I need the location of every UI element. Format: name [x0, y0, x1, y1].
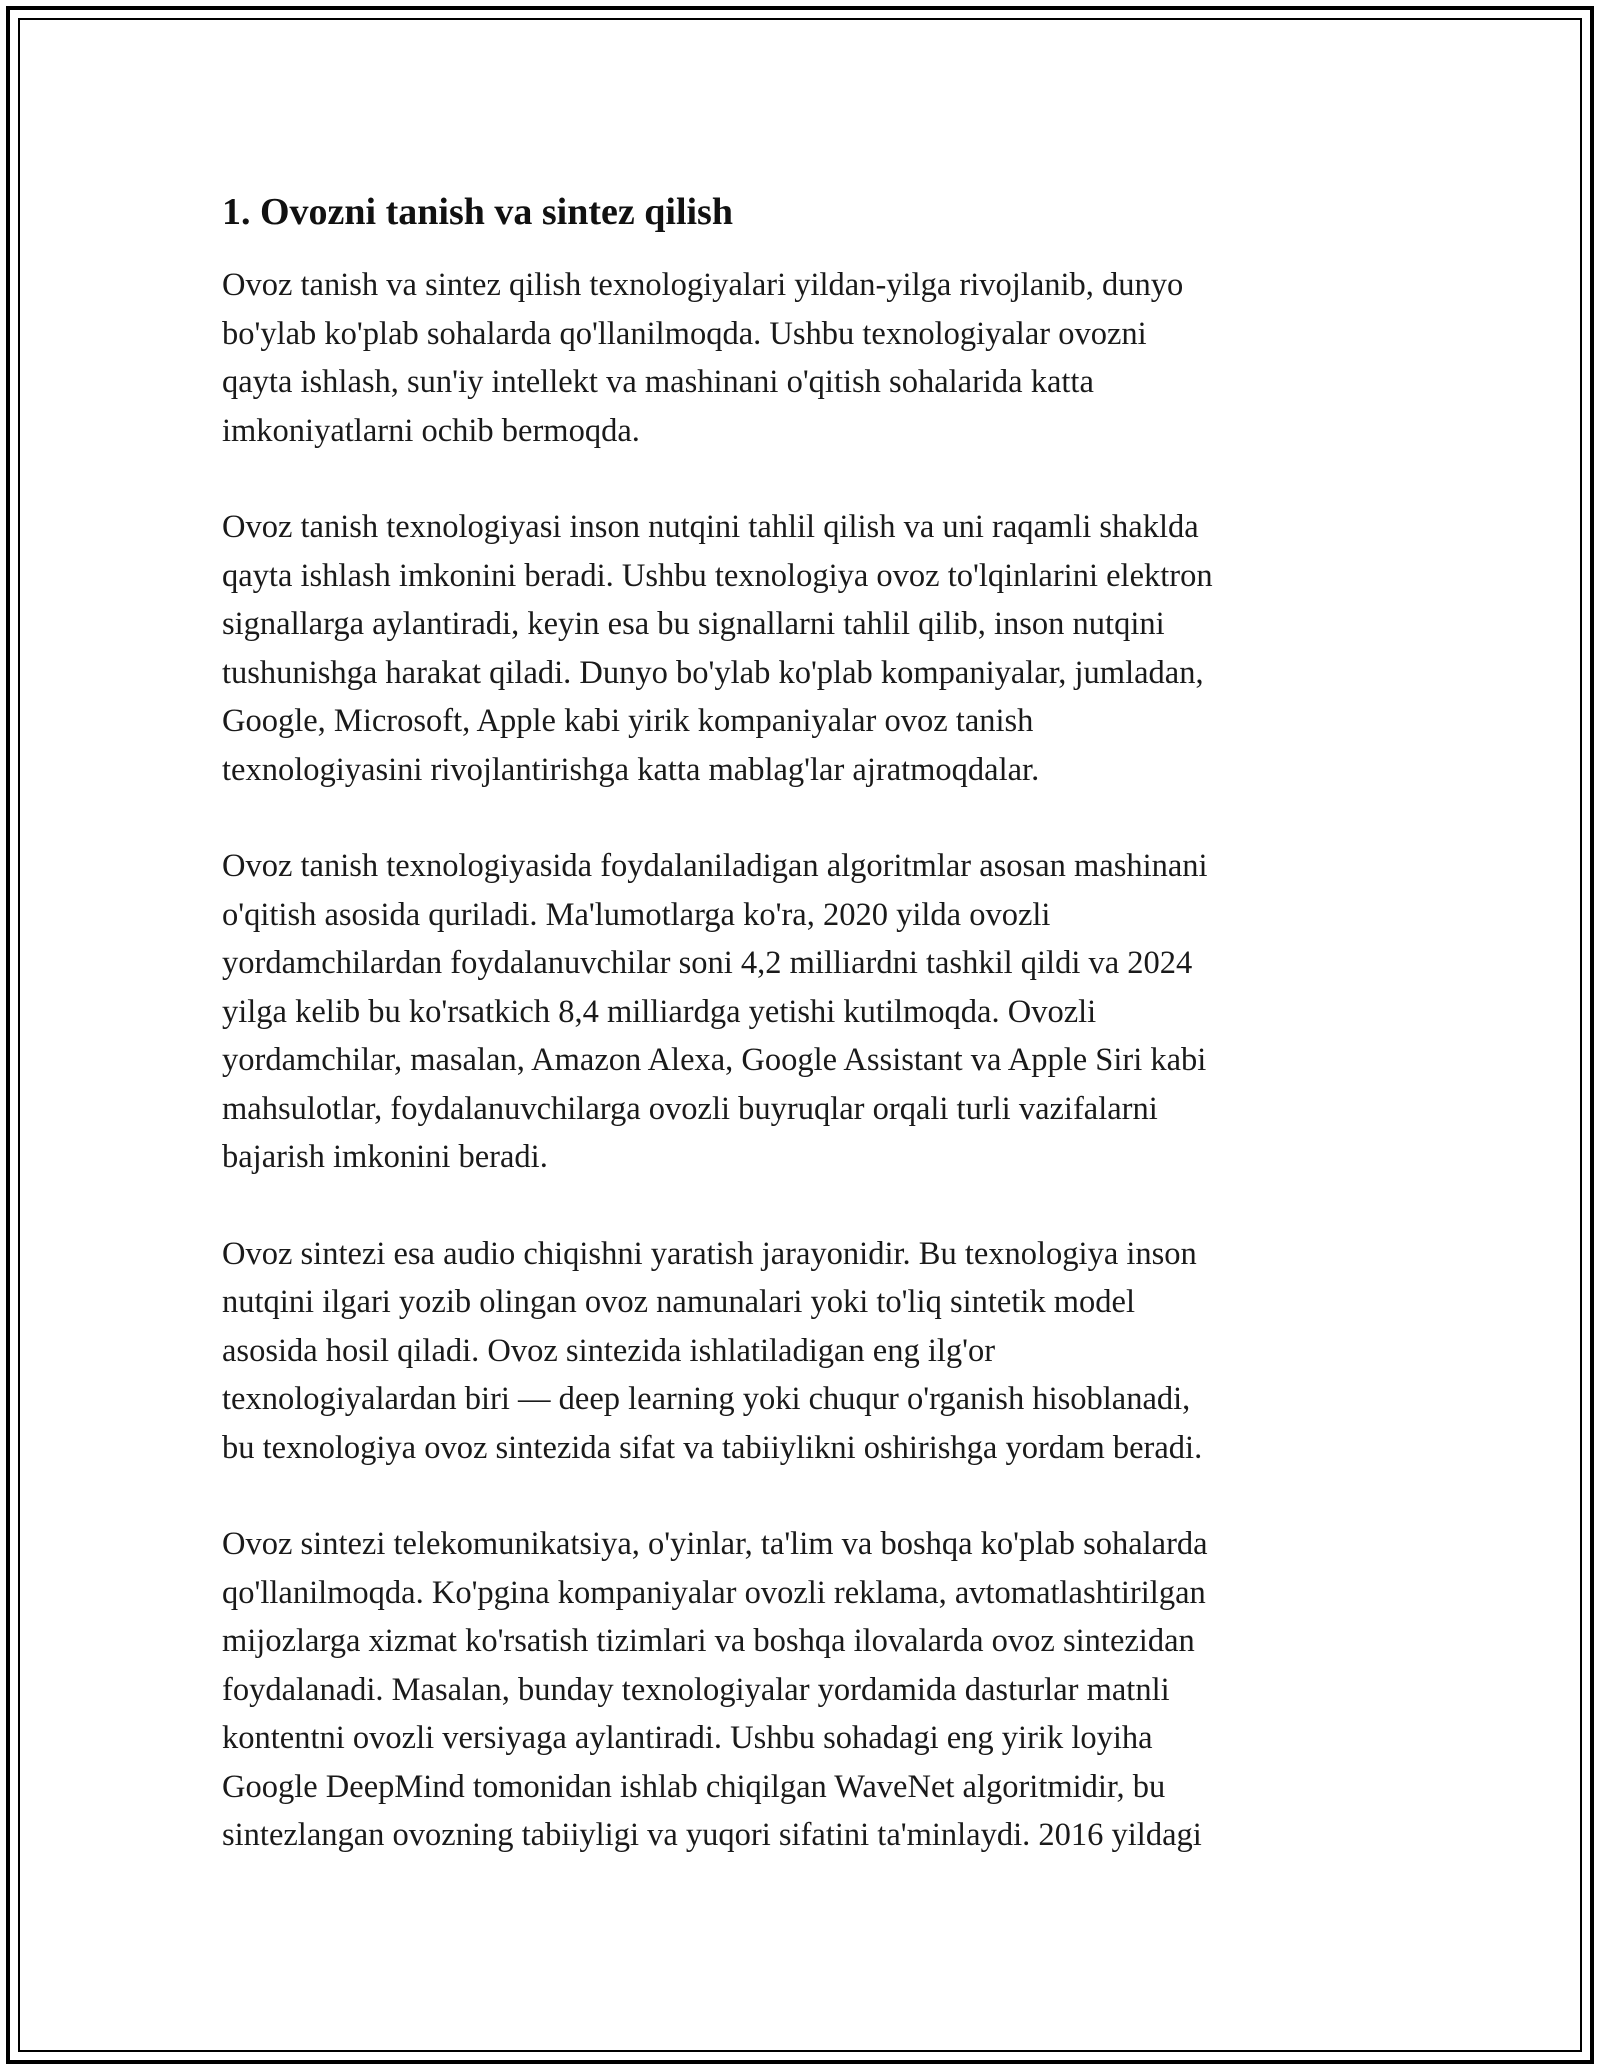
text-line: qayta ishlash imkonini beradi. Ushbu texnologiya ovoz to'lqinlarini elektron	[222, 557, 1213, 594]
document-body	[222, 188, 1372, 1908]
text-line: Ovoz tanish texnologiyasida foydalaniladigan algoritmlar asosan mashinani	[222, 848, 1208, 884]
text-line: foydalanadi. Masalan, bunday texnologiyalar yordamida dasturlar matnli	[222, 1671, 1170, 1708]
paragraph-1	[222, 261, 1372, 455]
text-line: texnologiyasini rivojlantirishga katta mablag'lar ajratmoqdalar.	[222, 751, 1040, 788]
text-line: Ovoz sintezi esa audio chiqishni yaratish jarayonidir. Bu texnologiya inson	[222, 1235, 1197, 1272]
text-line: qayta ishlash, sun'iy intellekt va mashinani o'qitish sohalarida katta	[222, 364, 1094, 400]
text-line: asosida hosil qiladi. Ovoz sintezida ishlatiladigan eng ilg'or	[222, 1332, 996, 1369]
text-line: kontentni ovozli versiyaga aylantiradi. Ushbu sohadagi eng yirik loyiha	[222, 1720, 1153, 1756]
paragraph-2	[222, 503, 1372, 794]
paragraph-4	[222, 1230, 1372, 1473]
text-line: nutqini ilgari yozib olingan ovoz namunalari yoki to'liq sintetik model	[222, 1284, 1135, 1320]
text-line: bo'ylab ko'plab sohalarda qo'llanilmoqda. Ushbu texnologiyalar ovozni	[222, 315, 1147, 352]
text-line: bajarish imkonini beradi.	[222, 1139, 548, 1175]
text-line: tushunishga harakat qiladi. Dunyo bo'ylab ko'plab kompaniyalar, jumladan,	[222, 654, 1204, 691]
text-line: o'qitish asosida quriladi. Ma'lumotlarga ko'ra, 2020 yilda ovozli	[222, 896, 1051, 933]
text-line: Ovoz sintezi telekomunikatsiya, o'yinlar, ta'lim va boshqa ko'plab sohalarda	[222, 1526, 1208, 1562]
text-line: mahsulotlar, foydalanuvchilarga ovozli buyruqlar orqali turli vazifalarni	[222, 1090, 1158, 1127]
paragraph-3	[222, 842, 1372, 1182]
text-line: bu texnologiya ovoz sintezida sifat va tabiiylikni oshirishga yordam beradi.	[222, 1429, 1203, 1466]
section-heading: 1. Ovozni tanish va sintez qilish	[222, 191, 733, 233]
text-line: mijozlarga xizmat ko'rsatish tizimlari va boshqa ilovalarda ovoz sintezidan	[222, 1623, 1195, 1659]
text-line: imkoniyatlarni ochib bermoqda.	[222, 412, 640, 449]
text-line: Ovoz tanish texnologiyasi inson nutqini tahlil qilish va uni raqamli shaklda	[222, 509, 1199, 545]
text-line: Google, Microsoft, Apple kabi yirik kompaniyalar ovoz tanish	[222, 703, 1034, 739]
text-line: yordamchilar, masalan, Amazon Alexa, Google Assistant va Apple Siri kabi	[222, 1042, 1207, 1078]
text-line: qo'llanilmoqda. Ko'pgina kompaniyalar ovozli reklama, avtomatlashtirilgan	[222, 1574, 1206, 1611]
text-line: yordamchilardan foydalanuvchilar soni 4,2 milliardni tashkil qildi va 2024	[222, 945, 1193, 981]
paragraph-5	[222, 1520, 1372, 1860]
text-line: texnologiyalardan biri — deep learning yoki chuqur o'rganish hisoblanadi,	[222, 1381, 1191, 1417]
text-line: Google DeepMind tomonidan ishlab chiqilgan WaveNet algoritmidir, bu	[222, 1768, 1166, 1805]
text-line: sintezlangan ovozning tabiiyligi va yuqori sifatini ta'minlaydi. 2016 yildagi	[222, 1817, 1202, 1853]
text-line: signallarga aylantiradi, keyin esa bu signallarni tahlil qilib, inson nutqini	[222, 606, 1165, 642]
text-line: Ovoz tanish va sintez qilish texnologiyalari yildan-yilga rivojlanib, dunyo	[222, 267, 1184, 303]
text-line: yilga kelib bu ko'rsatkich 8,4 milliardga yetishi kutilmoqda. Ovozli	[222, 993, 1097, 1030]
